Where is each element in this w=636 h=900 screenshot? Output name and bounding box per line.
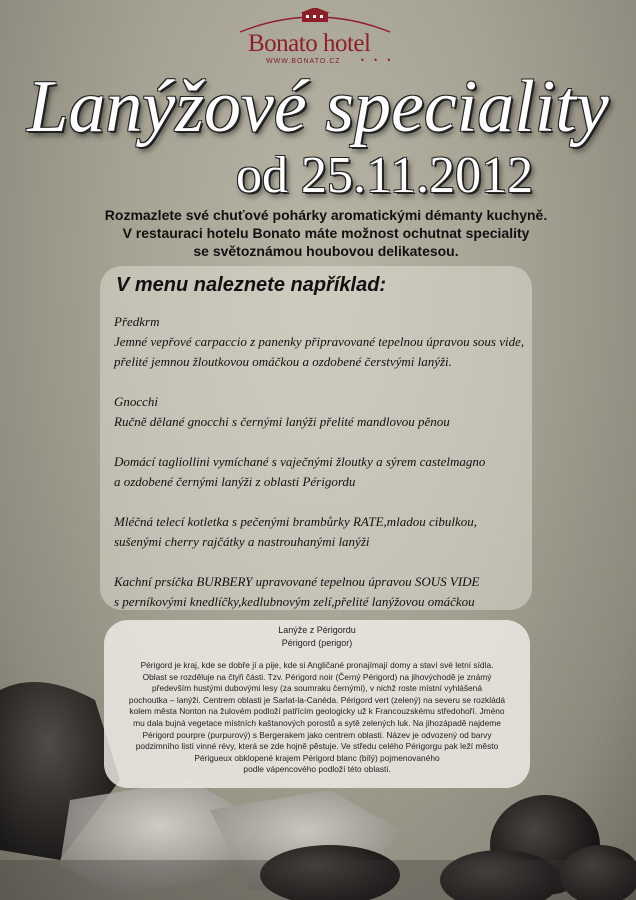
info-title-line: Périgord (perigor) [281,638,353,648]
logo-name: Bonato hotel [248,30,371,57]
intro-line: V restauraci hotelu Bonato máte možnost ochutnat speciality [122,225,530,241]
info-line: Périgord pourpre (purpurový) s Bergerakem jako centrem oblasti. Název je odvozený od barvy [142,729,492,740]
info-line: podle vápencového podloží této oblasti. [243,764,391,775]
menu-item-line: Domácí tagliollini vymíchané s vaječnými žloutky a sýrem castelmagno [114,454,486,469]
logo-url: WWW.BONATO.CZ [266,58,341,65]
info-line: především hustými dubovými lesy (za soumraku černými), v nichž roste místní vyhlášená [152,683,482,694]
date-subtitle: od 25.11.2012 [236,147,534,204]
intro-line: Rozmazlete své chuťové pohárky aromatickými démanty kuchyně. [104,207,548,223]
page-title: Lanýžové speciality [27,66,609,148]
logo-stars: • • • [360,56,395,65]
menu-course-label: Gnocchi [114,394,159,409]
info-text [112,660,522,776]
hotel-logo [230,8,400,72]
info-line: Oblast se rozděluje na čtyři části. Tzv. Périgord noir (Černý Périgord) na jihovýchodě je známý [142,671,492,682]
menu-item-line: Kachní prsíčka BURBERY upravované tepelnou úpravou SOUS VIDE [114,574,480,589]
menu-item-line: s perníkovými knedlíčky,kedlubnovým zelí,přelité lanýžovou omáčkou [114,594,475,609]
info-line: pochoutka – lanýži. Centrem oblasti je Sarlat-la-Canéda. Périgord vert (zelený) na severu se rozkládá [128,694,506,705]
menu-course-label: Předkrm [114,314,160,329]
menu-item-line: sušenými cherry rajčátky a nastrouhanými lanýži [114,534,370,549]
info-title-line: Lanýže z Périgordu [278,625,356,635]
intro-line: se světoznámou houbovou delikatesou. [193,243,459,259]
menu-item-line: Ručně dělané gnocchi s černými lanýži přelité mandlovou pěnou [114,414,450,429]
info-line: Périgueux obklopené krajem Périgord blanc (bílý) pojmenovaného [194,752,440,763]
info-line: Périgord je kraj, kde se dobře jí a pije, kde si Angličané pronajímají domy a staví své letní sídla. [140,660,494,670]
info-title [104,624,530,650]
info-line: mu dala bujná vegetace místních kaštanových porostů a sytě zelených luk. Na jihozápadě najdeme [133,717,501,728]
menu-item-line: přelité jemnou žloutkovou omáčkou a ozdobené čerstvými lanýži. [114,354,452,369]
intro-text [96,206,556,260]
menu-item-line: a ozdobené černými lanýži z oblasti Périgordu [114,474,356,489]
menu-heading: V menu naleznete například: [116,274,387,296]
menu-item-line: Mléčná telecí kotletka s pečenými brambůrky RATE,mladou cibulkou, [114,514,478,529]
menu-item-line: Jemné vepřové carpaccio z panenky připravované tepelnou úpravou sous vide, [114,334,525,349]
info-line: kolem města Nonton na žulovém podloží patřícím geologicky už k Francouzskému středohoří. Jméno [129,706,505,717]
info-line: podzimního listí vinné révy, která se zde hojně pěstuje. Ve středu celého Périgorgu pak leží město [135,741,499,752]
